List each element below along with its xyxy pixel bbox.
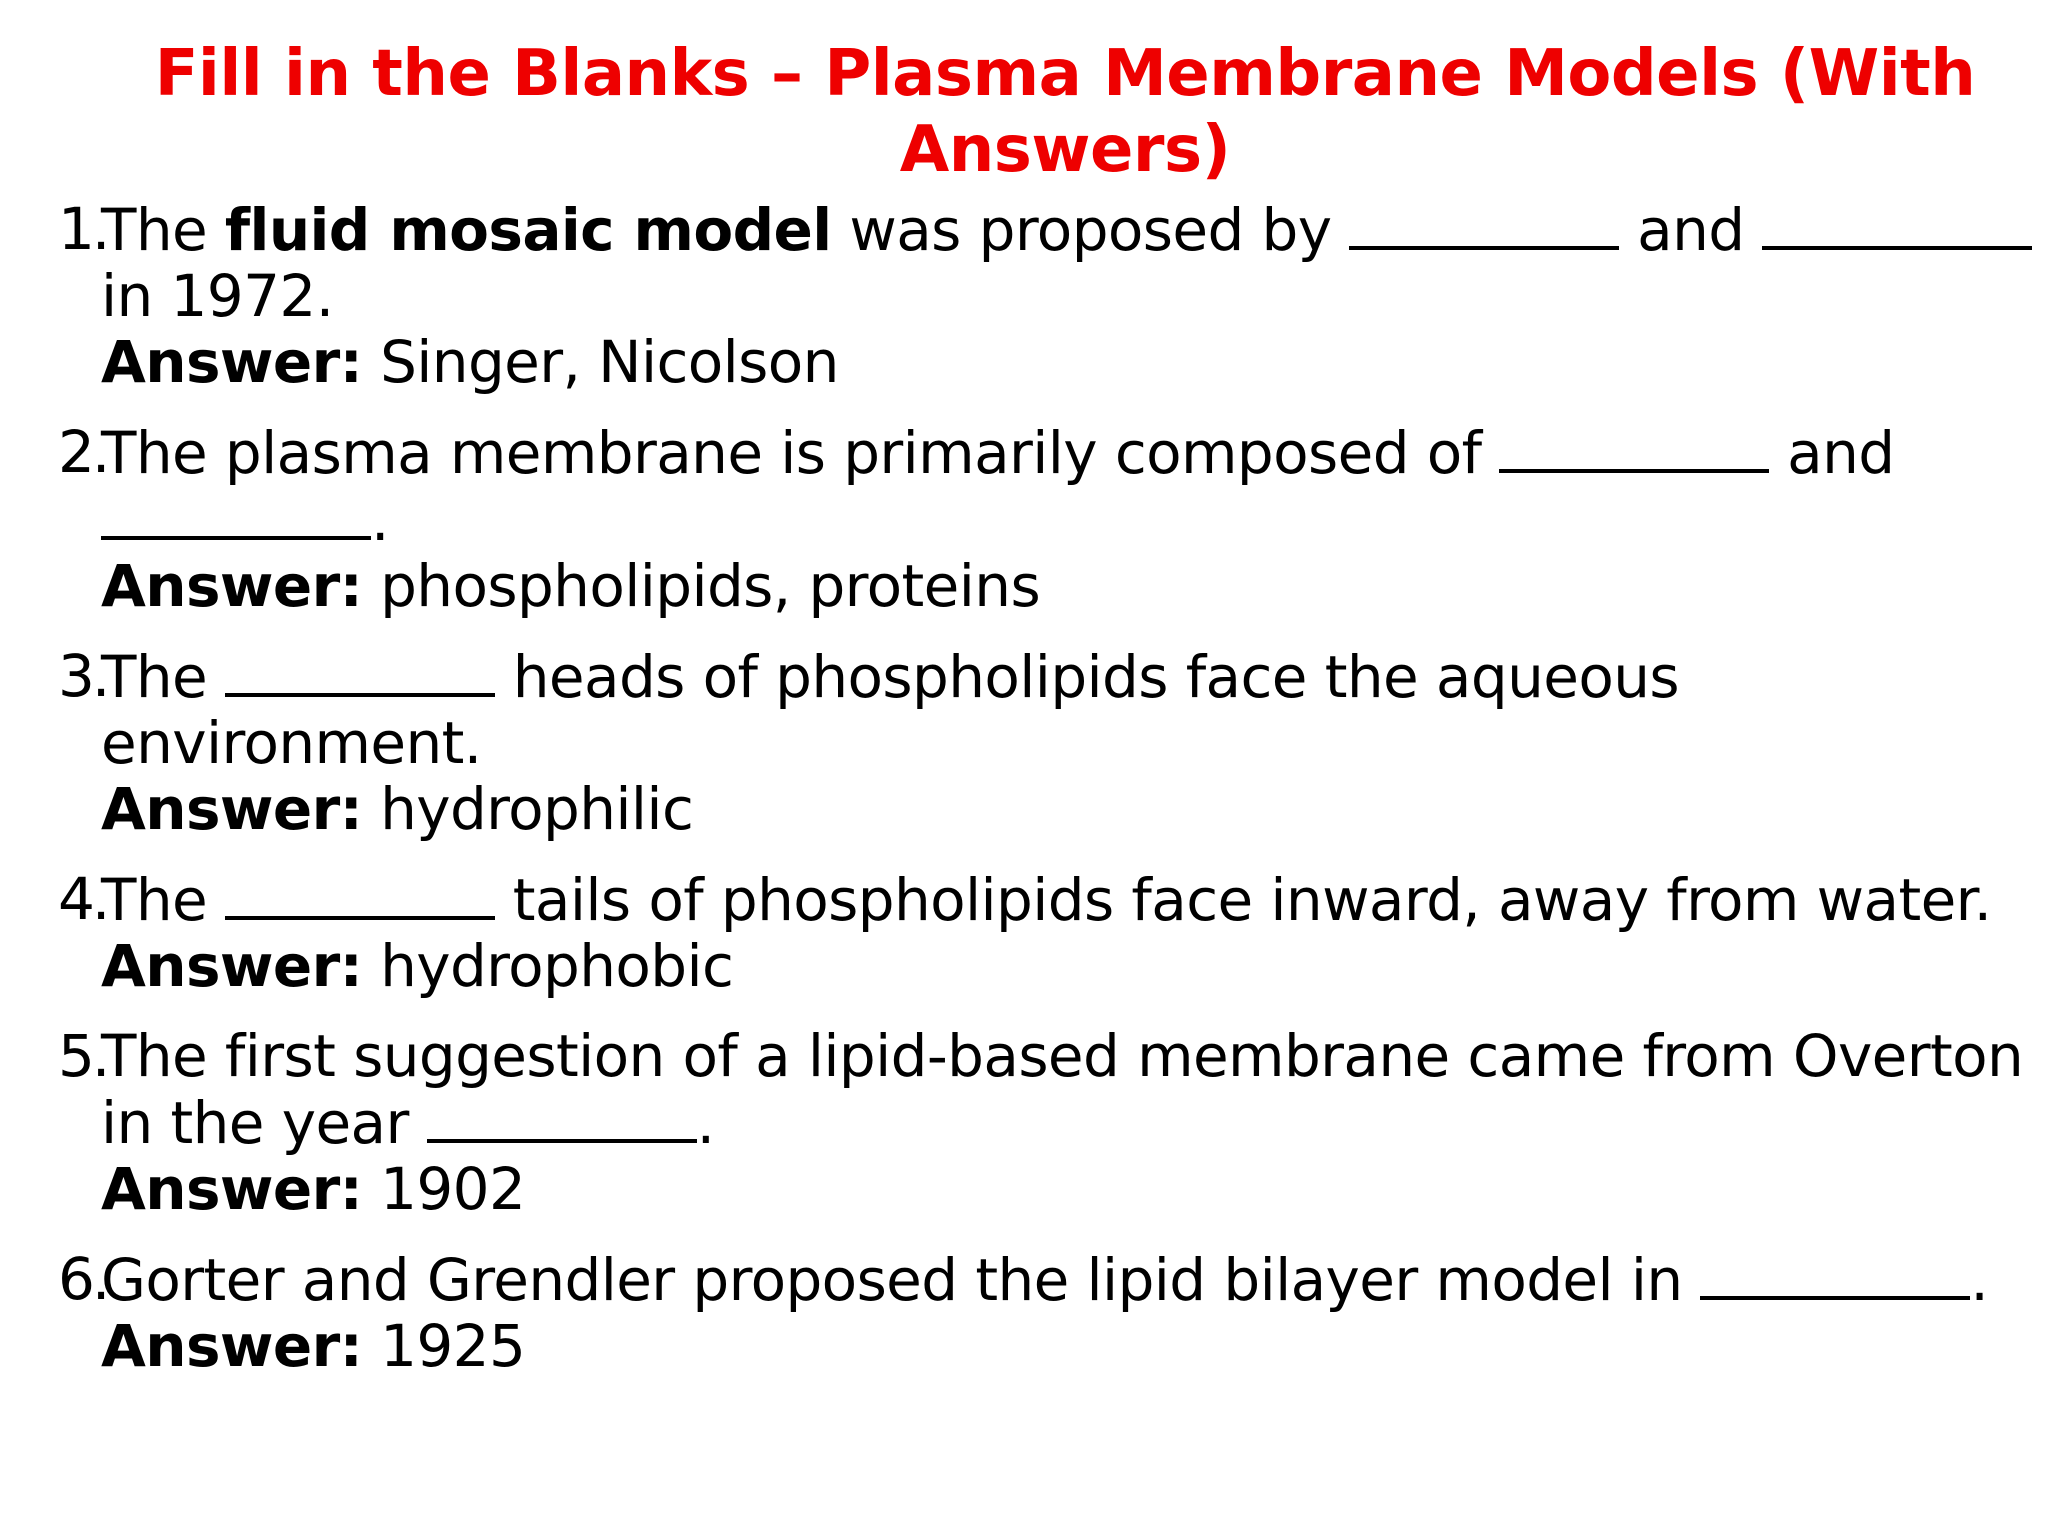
list-item [58,643,2033,842]
list-item [58,866,2033,999]
answer-text: phospholipids, proteins [380,552,1041,620]
question-text: Gorter and Grendler proposed the lipid bilayer model in [101,1246,1701,1314]
answer-text: hydrophilic [380,775,694,843]
list-item [58,1246,2033,1379]
question-text: and [1619,196,1763,264]
blank-line [1762,196,2032,250]
blank-line [1700,1246,1970,1300]
blank-line [427,1089,697,1143]
item-number: 2. [58,418,108,486]
list-item [58,1023,2033,1222]
question-list [58,196,2033,1403]
item-number: 3. [58,642,108,710]
item-number: 6. [58,1245,108,1313]
blank-line [1499,419,1769,473]
list-item [58,419,2033,619]
answer-label: Answer: [101,328,363,396]
answer-line [101,1156,2033,1222]
answer-text: 1902 [380,1155,526,1223]
answer-label: Answer: [101,1312,363,1380]
question-text: in 1972. [101,262,334,330]
question-text: tails of phospholipids face inward, away from water. [494,866,1992,934]
item-number: 4. [58,865,108,933]
answer-label: Answer: [101,775,363,843]
answer-line [101,1313,2033,1379]
blank-line [101,486,371,540]
answer-text: 1925 [380,1312,526,1380]
question-text: . [1970,1246,1989,1314]
question-text: The plasma membrane is primarily composed of [101,419,1500,487]
question-text: and [1769,419,1895,487]
blank-line [225,643,495,697]
answer-line [101,553,2033,619]
question-text: . [371,486,389,554]
question-text: heads of phospholipids face the aqueous environment. [101,643,1679,777]
question-text: The first suggestion of a lipid-based membrane came from Overton in the year [101,1022,2024,1157]
item-number: 5. [58,1022,108,1090]
key-term: fluid mosaic model [224,196,832,264]
item-number: 1. [58,195,108,263]
question-text: The [101,643,225,711]
answer-text: Singer, Nicolson [380,328,839,396]
page-title: Fill in the Blanks – Plasma Membrane Models (With Answers) [154,37,1976,187]
answer-label: Answer: [101,932,363,1000]
list-item [58,196,2033,395]
answer-label: Answer: [101,552,363,620]
question-text: . [696,1089,715,1157]
answer-text: hydrophobic [380,932,734,1000]
answer-label: Answer: [101,1155,363,1223]
blank-line [225,866,495,920]
answer-line [101,933,2033,999]
question-text: was proposed by [831,196,1350,264]
answer-line [101,329,2033,395]
question-text: The [101,196,225,264]
answer-line [101,776,2033,842]
question-text: The [101,866,225,934]
blank-line [1349,196,1619,250]
